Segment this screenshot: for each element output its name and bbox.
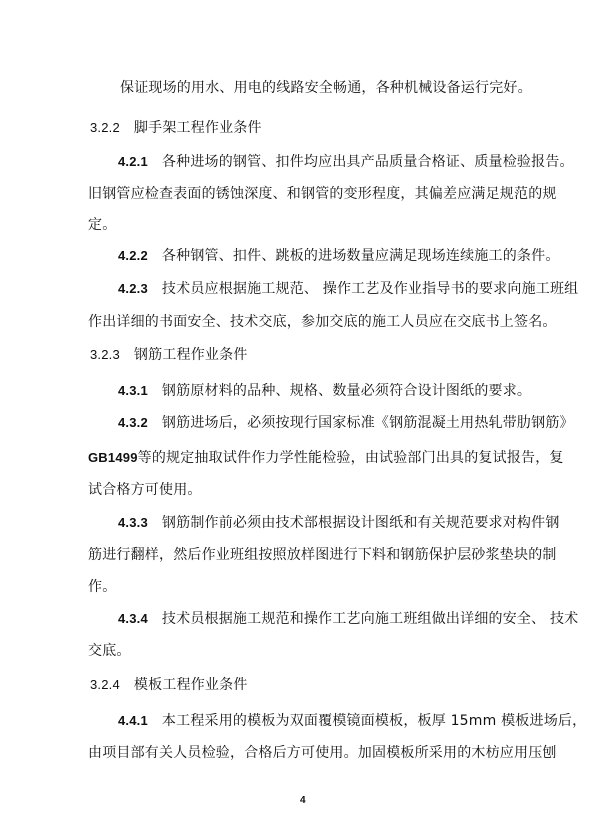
text-line: 试合格方可使用。	[88, 482, 202, 498]
text-line: 交底。	[88, 643, 131, 659]
section-heading-3-2-3: 3.2.3 钢筋工程作业条件	[90, 347, 248, 363]
paragraph-4-4-1: 4.4.1 本工程采用的模板为双面覆模镜面模板，板厚 15mm 模板进场后，	[118, 713, 587, 729]
text-line: GB1499等的规定抽取试件作力学性能检验，由试验部门出具的复试报告，复	[88, 450, 564, 466]
paragraph-4-3-4: 4.3.4 技术员根据施工规范和操作工艺向施工班组做出详细的安全、 技术	[118, 611, 579, 627]
section-heading-3-2-4: 3.2.4 模板工程作业条件	[90, 677, 248, 693]
paragraph-4-3-3: 4.3.3 钢筋制作前必须由技术部根据设计图纸和有关规范要求对构件钢	[118, 515, 560, 531]
paragraph-4-3-1: 4.3.1 钢筋原材料的品种、规格、数量必须符合设计图纸的要求。	[118, 383, 532, 399]
text-line: 由项目部有关人员检验，合格后方可使用。加固模板所采用的木枋应用压刨	[88, 745, 557, 761]
text-line: 旧钢管应检查表面的锈蚀深度、和钢管的变形程度，其偏差应满足规范的规	[88, 186, 557, 202]
text-line: 筋进行翻样，然后作业班组按照放样图进行下料和钢筋保护层砂浆垫块的制	[88, 547, 557, 563]
text-line: 定。	[88, 217, 117, 233]
paragraph-4-3-2: 4.3.2 钢筋进场后，必须按现行国家标准《钢筋混凝土用热轧带肋钢筋》	[118, 415, 574, 431]
text-line: 作。	[88, 579, 117, 595]
page-number: 4	[300, 795, 306, 806]
section-heading-3-2-2: 3.2.2 脚手架工程作业条件	[90, 120, 262, 136]
paragraph-4-2-3: 4.2.3 技术员应根据施工规范、 操作工艺及作业指导书的要求向施工班组	[118, 281, 579, 297]
text-line: 保证现场的用水、用电的线路安全畅通，各种机械设备运行完好。	[120, 80, 532, 96]
paragraph-4-2-2: 4.2.2 各种钢管、扣件、跳板的进场数量应满足现场连续施工的条件。	[118, 248, 560, 264]
text-line: 作出详细的书面安全、技术交底，参加交底的施工人员应在交底书上签名。	[88, 314, 557, 330]
paragraph-4-2-1: 4.2.1 各种进场的钢管、扣件均应出具产品质量合格证、质量检验报告。	[118, 154, 574, 170]
